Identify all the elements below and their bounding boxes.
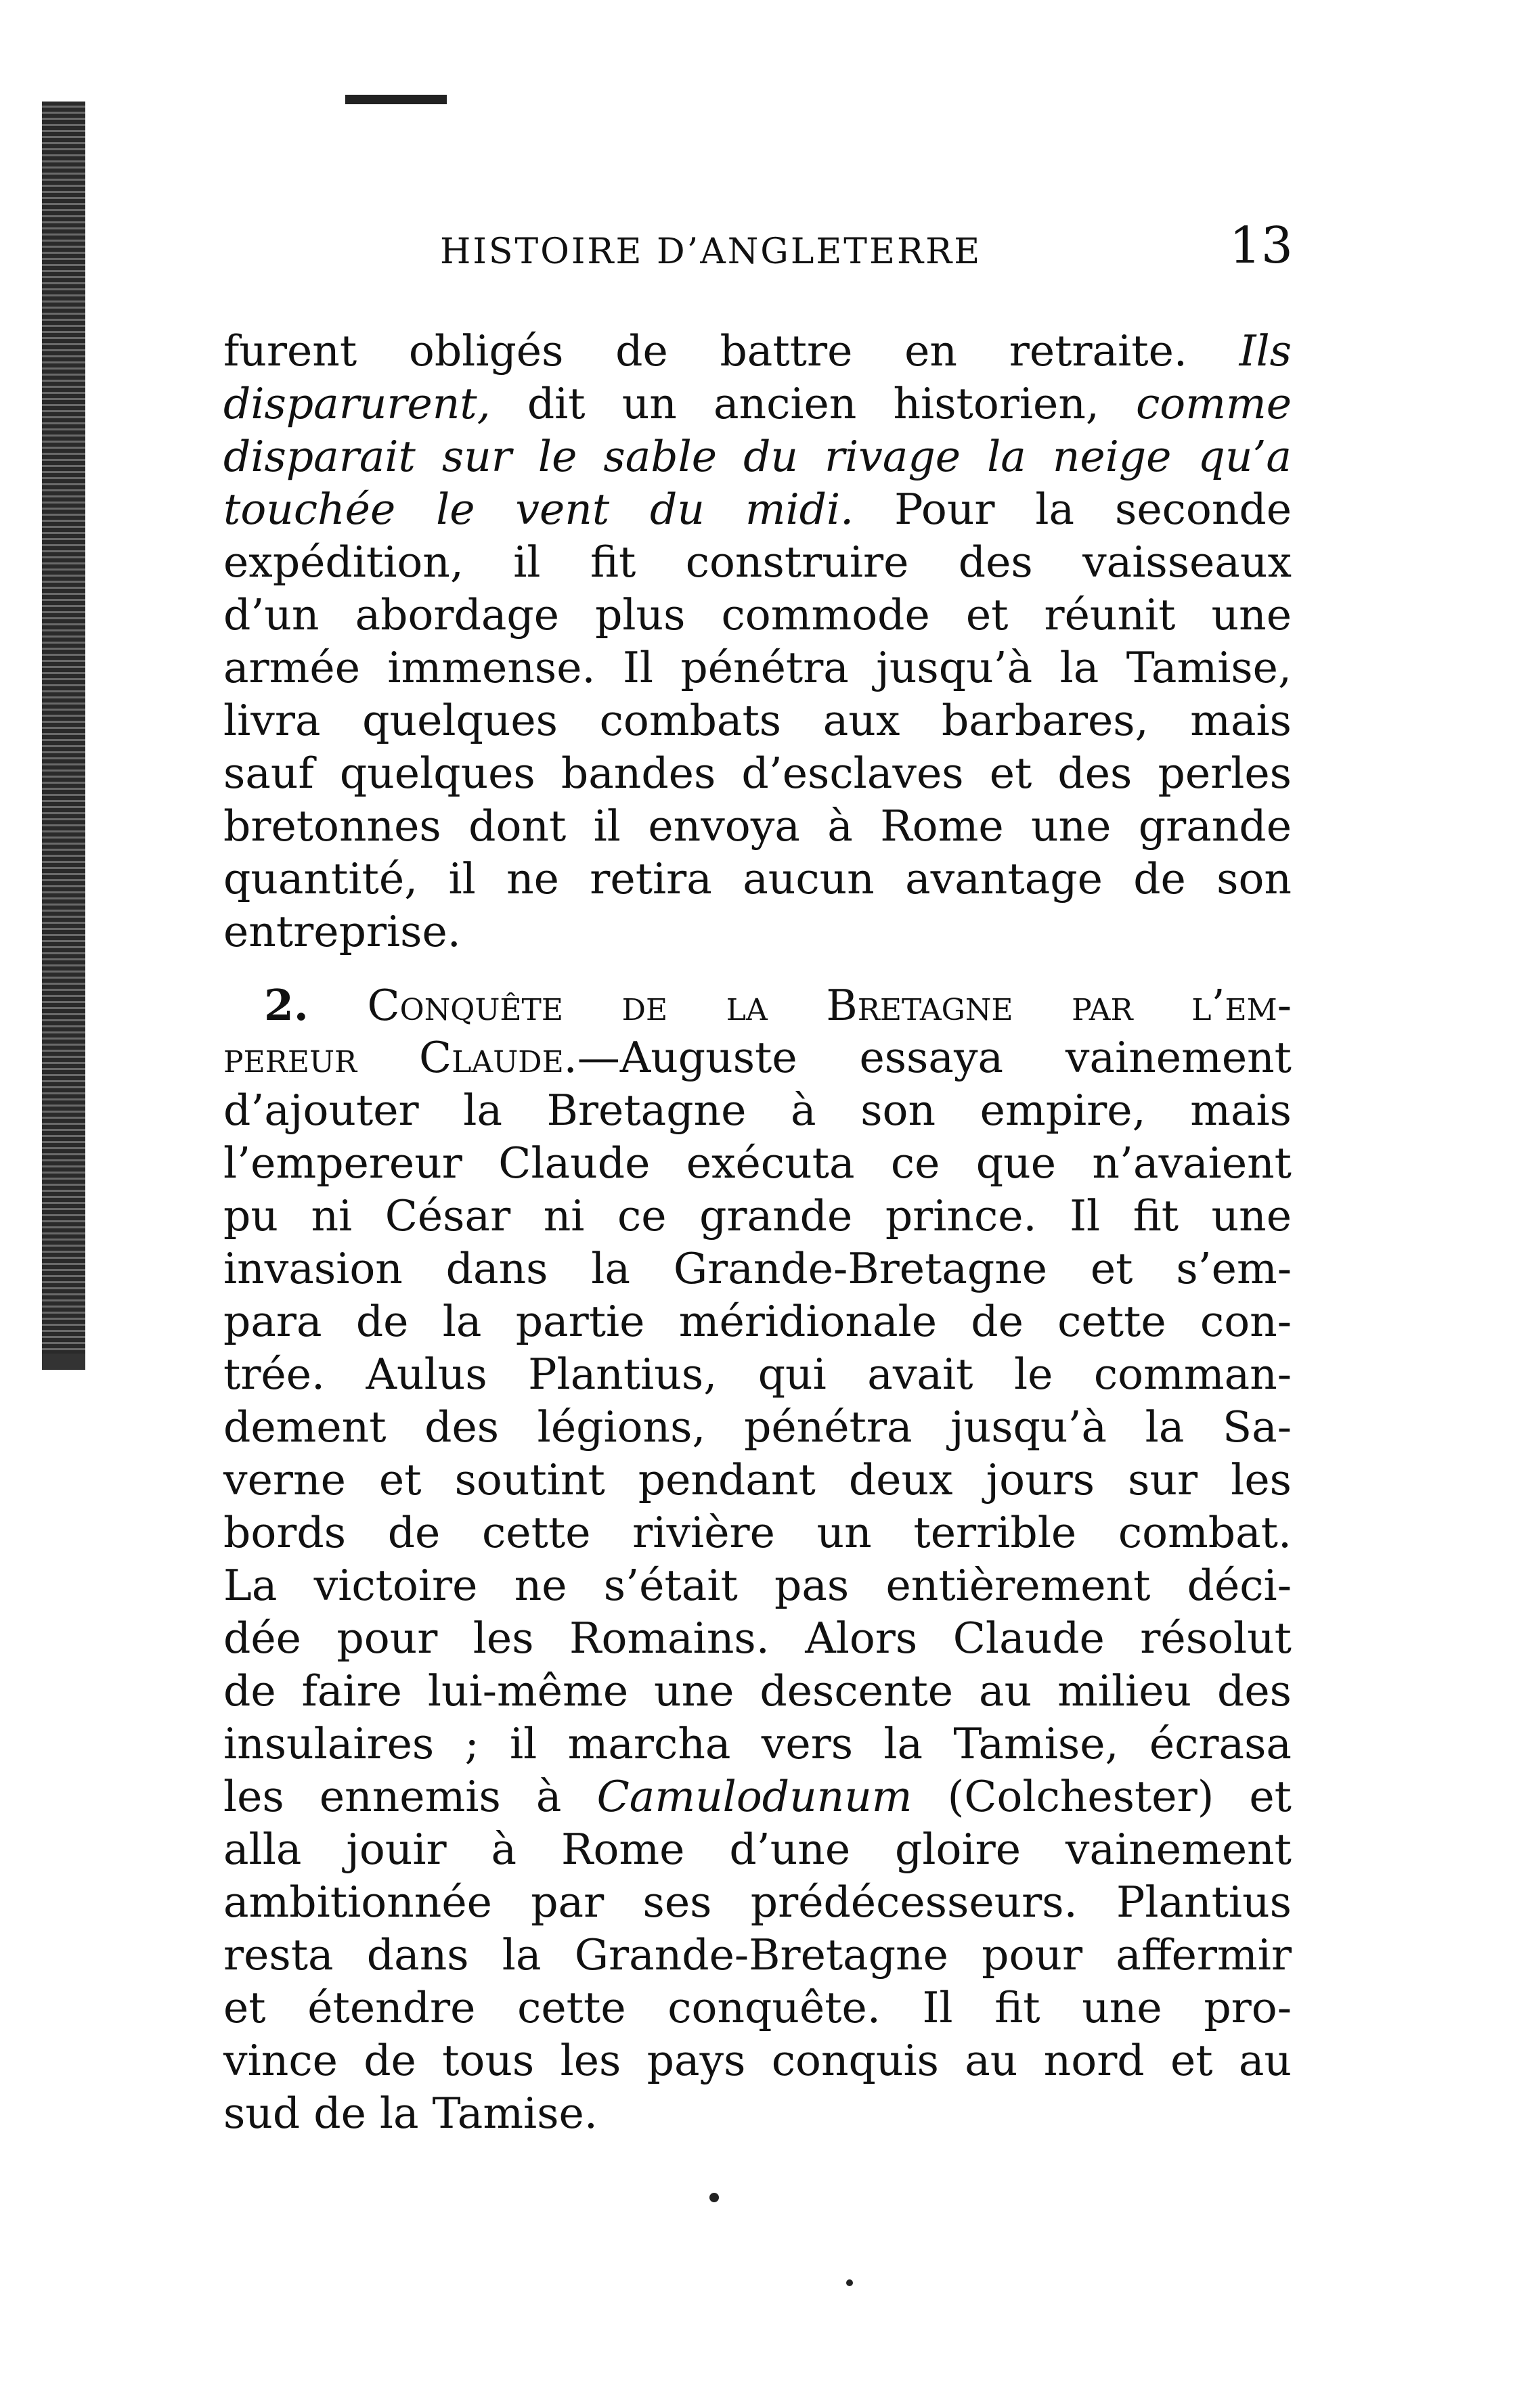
text-line: insulaires ; il marcha vers la Tamise, écrasa [223,1719,1292,1768]
text-line: touchée le vent du midi. Pour la seconde [223,485,1292,534]
paragraph-gap [223,958,1292,979]
text-line: d’ajouter la Bretagne à son empire, mais [223,1086,1292,1135]
text-line: bords de cette rivière un terrible combat. [223,1508,1292,1557]
text-line: sauf quelques bandes d’esclaves et des perles [223,749,1292,798]
text-line: expédition, il fit construire des vaisseaux [223,537,1292,587]
section-number: 2. [264,980,309,1030]
text-line: vince de tous les pays conquis au nord et au [223,2036,1292,2085]
print-mark [345,95,447,104]
text-line: et étendre cette conquête. Il fit une pro- [223,1983,1292,2032]
text-line: La victoire ne s’était pas entièrement déci- [223,1561,1292,1610]
text-line: furent obligés de battre en retraite. Ils [223,326,1292,376]
binding-edge-shadow [42,102,85,1360]
text-line: resta dans la Grande-Bretagne pour affermir [223,1930,1292,1980]
text-line: armée immense. Il pénétra jusqu’à la Tamise, [223,643,1292,692]
text-line: d’un abordage plus commode et réunit une [223,590,1292,640]
page-number: 13 [1229,217,1293,275]
text-line: para de la partie méridionale de cette con- [223,1297,1292,1346]
text-line: entreprise. [223,907,461,956]
text-line: livra quelques combats aux barbares, mais [223,696,1292,745]
text-line: quantité, il ne retira aucun avantage de son [223,854,1292,904]
section-heading-line [223,979,1292,1031]
text-line: invasion dans la Grande-Bretagne et s’em- [223,1244,1292,1293]
ink-speck [709,2193,719,2202]
text-line: alla jouir à Rome d’une gloire vainement [223,1825,1292,1874]
text-line: dée pour les Romains. Alors Claude résolut [223,1613,1292,1663]
text-line: sud de la Tamise. [223,2089,598,2138]
text-line: bretonnes dont il envoya à Rome une grande [223,801,1292,851]
text-line: de faire lui-même une descente au milieu des [223,1666,1292,1716]
text-line: ambitionnée par ses prédécesseurs. Plantius [223,1877,1292,1927]
page-body [223,325,1292,2220]
section-heading-line [223,1031,1292,1084]
section-claude-conquest [223,979,1292,2140]
text-line: l’empereur Claude exécuta ce que n’avaient [223,1138,1292,1188]
section-heading-continued: pereur Claude. [223,1033,577,1082]
paragraph-retreat [223,325,1292,958]
page-header [223,217,1293,284]
text-line: disparait sur le sable du rivage la neige qu’a [223,432,1292,481]
binding-edge-mark [42,1354,85,1370]
text-line: les ennemis à Camulodunum (Colchester) et [223,1772,1292,1821]
text-line: disparurent, dit un ancien historien, comme [223,379,1292,428]
section-heading: Conquête de la Bretagne par l’em- [367,981,1292,1030]
running-title: HISTOIRE D’ANGLETERRE [440,231,982,272]
text-line: dement des légions, pénétra jusqu’à la Sa- [223,1402,1292,1452]
text-line: trée. Aulus Plantius, qui avait le comman- [223,1350,1292,1399]
section-text-start: —Auguste essaya vainement [577,1033,1292,1082]
text-line: pu ni César ni ce grande prince. Il fit une [223,1191,1292,1241]
text-line: verne et soutint pendant deux jours sur les [223,1455,1292,1504]
ink-speck [846,2279,853,2286]
